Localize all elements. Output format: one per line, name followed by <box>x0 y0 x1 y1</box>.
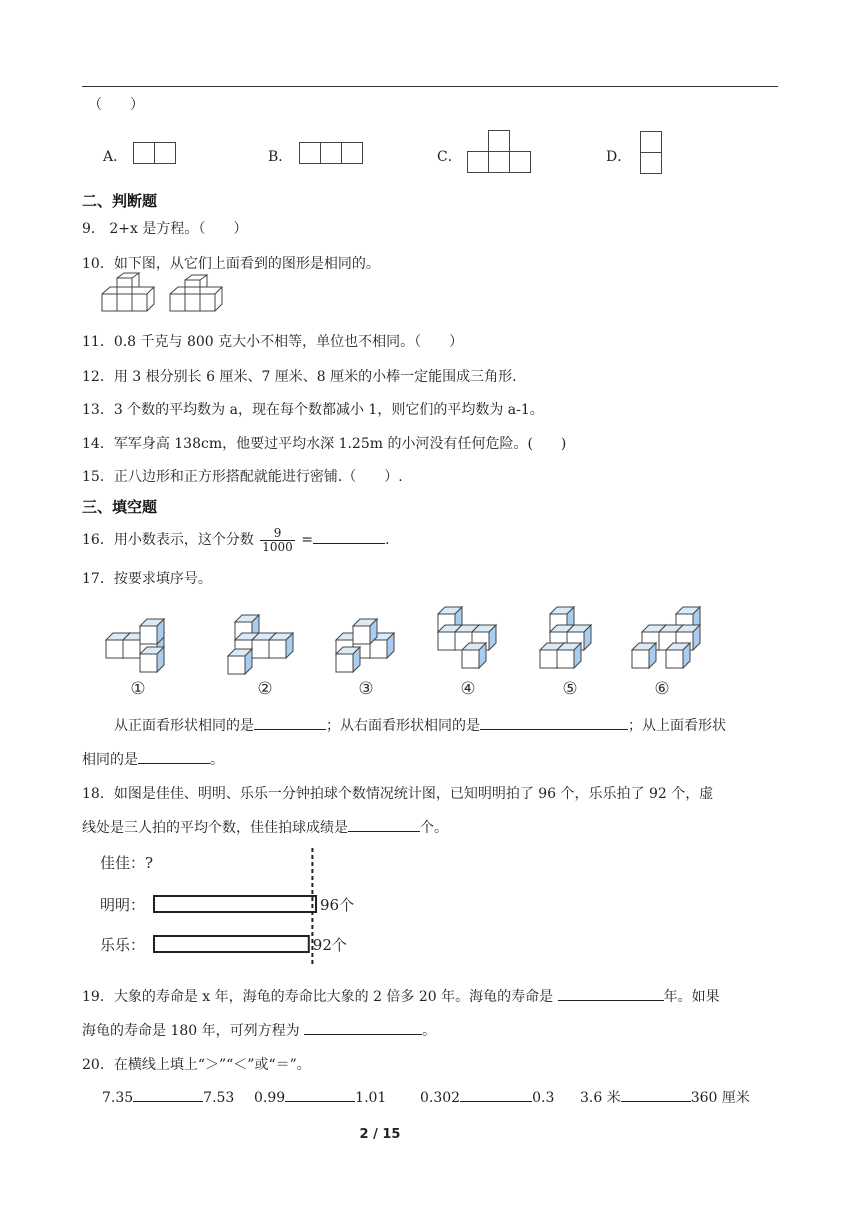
option-d-figure <box>640 131 662 175</box>
compare-blank-1[interactable] <box>133 1087 203 1102</box>
question-20: 20．在横线上填上“＞”“＜”或“＝”。 <box>82 1057 311 1073</box>
bar-chart <box>100 848 400 968</box>
cubes-figure-q17 <box>100 600 720 700</box>
question-9: 9． 2+x 是方程。（ ） <box>82 221 248 237</box>
figure-label-6: ⑥ <box>654 679 670 699</box>
chart-category-label: 乐乐： <box>100 936 146 954</box>
compare-item-3: 0.302 0.3 <box>420 1087 554 1106</box>
compare-item-2: 0.99 1.01 <box>254 1087 386 1106</box>
question-17: 17．按要求填序号。 <box>82 571 212 587</box>
option-b-label: B． <box>268 149 293 165</box>
compare-blank-2[interactable] <box>285 1087 355 1102</box>
compare-item-4: 3.6 米 360 厘米 <box>580 1087 750 1107</box>
option-c-figure <box>467 130 533 174</box>
question-12: 12．用 3 根分别长 6 厘米、7 厘米、8 厘米的小棒一定能围成三角形. <box>82 369 517 385</box>
chart-category-label: 佳佳：? <box>100 854 154 872</box>
option-d-label: D． <box>606 149 632 165</box>
question-14: 14．军军身高 138cm，他要过平均水深 1.25m 的小河没有任何危险。( ) <box>82 436 567 452</box>
chart-bar <box>154 896 316 912</box>
compare-blank-3[interactable] <box>460 1087 532 1102</box>
figure-label-4: ④ <box>460 679 476 699</box>
answer-blank-17-right[interactable] <box>480 715 628 730</box>
fraction: $\frac{9}{1000}$ <box>262 525 293 554</box>
question-11: 11．0.8 千克与 800 克大小不相等，单位也不相同。（ ） <box>82 334 464 350</box>
answer-blank-17-front[interactable] <box>254 715 326 730</box>
question-17-line-1: 从正面看形状相同的是 ；从右面看形状相同的是 ；从上面看形状 <box>114 715 726 735</box>
figure-label-1: ① <box>130 679 146 699</box>
section-2-title: 二、判断题 <box>82 192 158 210</box>
prev-question-tail: （ ） <box>88 97 144 113</box>
option-c-label: C． <box>437 149 462 165</box>
compare-item-1: 7.35 7.53 <box>102 1087 234 1106</box>
chart-category-label: 明明： <box>100 896 146 914</box>
section-3-title: 三、填空题 <box>82 498 158 516</box>
question-17-line-2: 相同的是 。 <box>82 749 224 769</box>
answer-blank-17-top[interactable] <box>138 749 210 764</box>
question-18-line-2: 线处是三人拍的平均个数，佳佳拍球成绩是 个。 <box>82 817 448 837</box>
question-15: 15．正八边形和正方形搭配就能进行密铺.（ ）. <box>82 469 403 485</box>
figure-label-5: ⑤ <box>562 679 578 699</box>
answer-blank-16[interactable] <box>313 529 385 544</box>
question-19-line-1: 19．大象的寿命是 x 年，海龟的寿命比大象的 2 倍多 20 年。海龟的寿命是 年。如果 <box>82 986 720 1006</box>
header-rule <box>82 86 778 87</box>
compare-blank-4[interactable] <box>621 1087 691 1102</box>
answer-blank-19-a[interactable] <box>558 986 664 1001</box>
question-10: 10．如下图，从它们上面看到的图形是相同的。 <box>82 256 380 272</box>
option-b-figure <box>299 142 365 164</box>
question-13: 13．3 个数的平均数为 a，现在每个数都减小 1，则它们的平均数为 a-1。 <box>82 402 544 418</box>
chart-value-label: 92个 <box>312 936 347 954</box>
option-a-figure <box>133 142 177 164</box>
figure-label-2: ② <box>257 679 273 699</box>
question-19-line-2: 海龟的寿命是 180 年，可列方程为 。 <box>82 1020 436 1040</box>
answer-blank-19-b[interactable] <box>304 1020 422 1035</box>
question-18-line-1: 18．如图是佳佳、明明、乐乐一分钟拍球个数情况统计图，已知明明拍了 96 个，乐乐拍了 92 个，虚 <box>82 786 714 802</box>
answer-blank-18[interactable] <box>348 817 420 832</box>
question-16: 16．用小数表示，这个分数 $\frac{9}{1000}$ = . <box>82 525 390 554</box>
page-number: 2 / 15 <box>359 1127 401 1142</box>
figure-label-3: ③ <box>358 679 374 699</box>
cubes-figure-q10 <box>100 278 230 322</box>
option-a-label: A． <box>103 149 128 165</box>
chart-bar <box>154 936 309 952</box>
chart-value-label: 96个 <box>320 896 355 914</box>
